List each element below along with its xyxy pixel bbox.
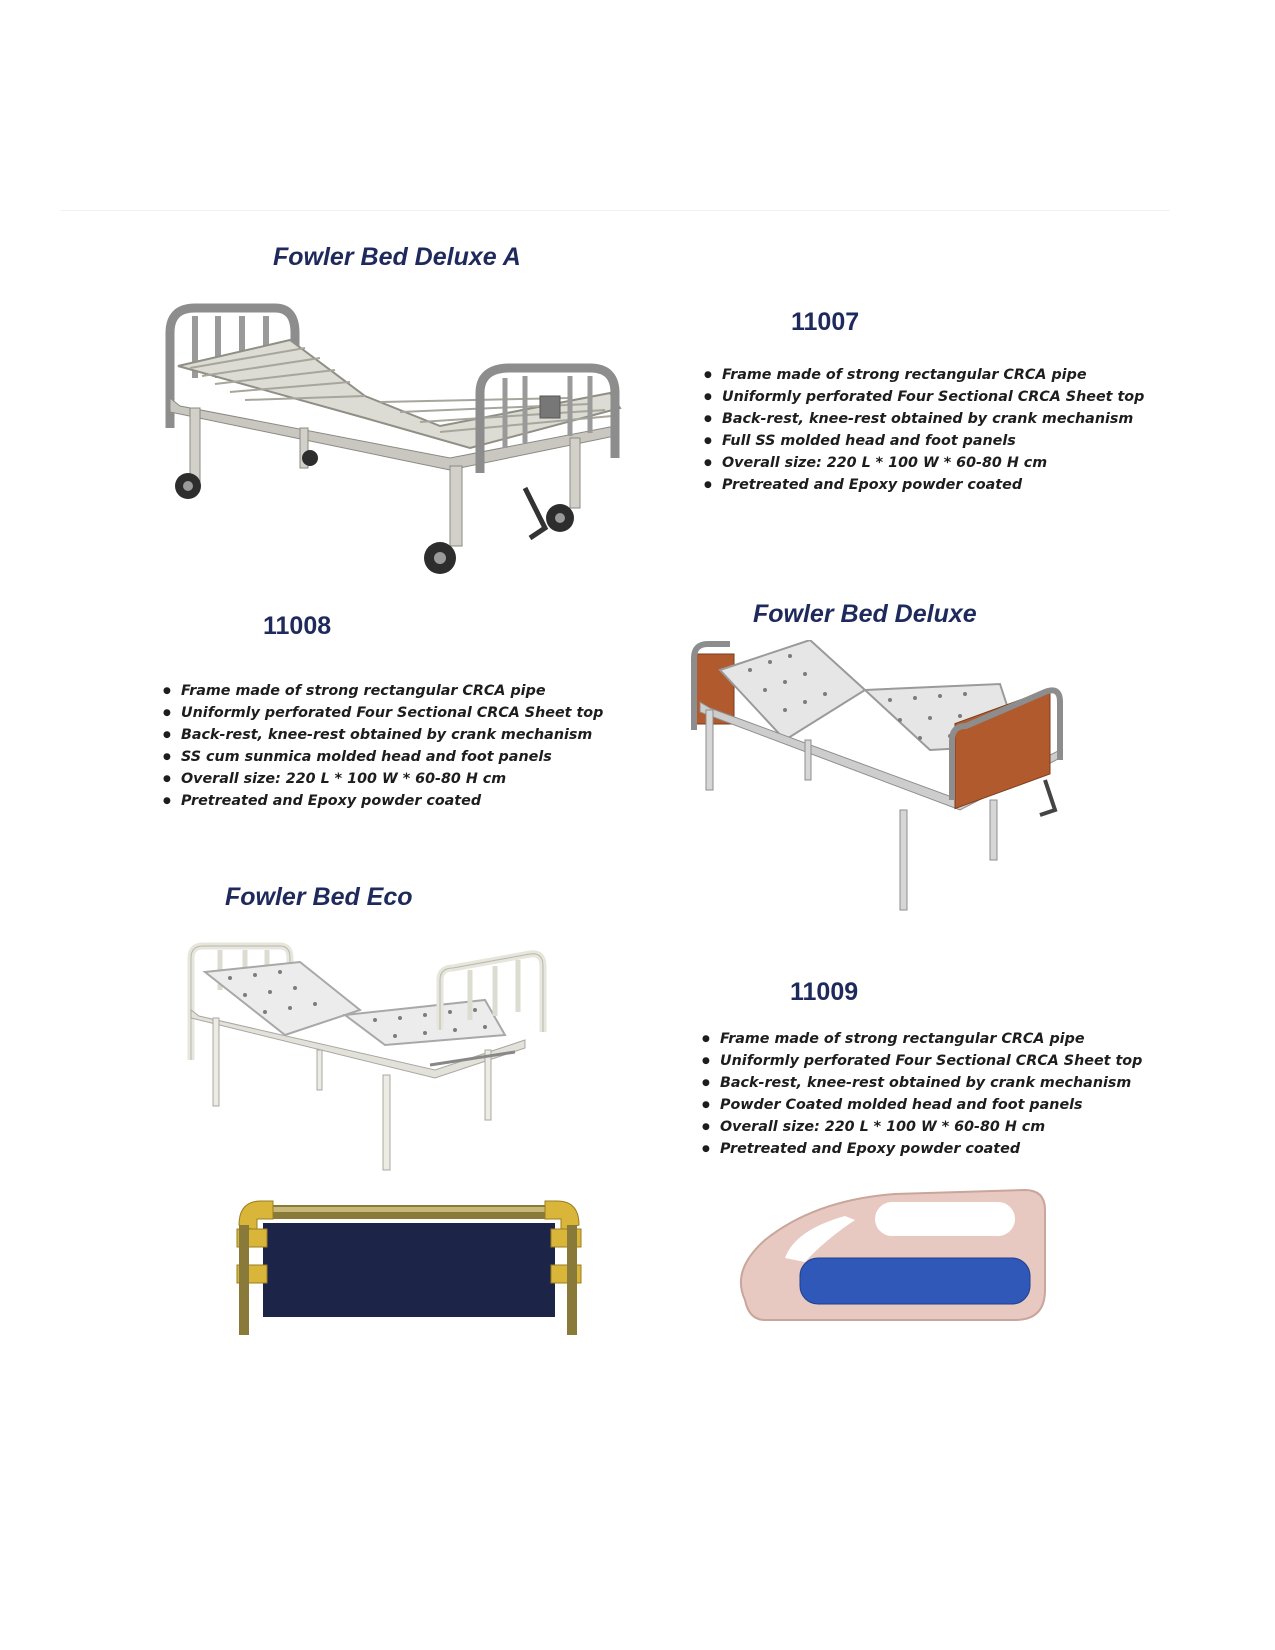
spec-item: ● Pretreated and Epoxy powder coated [702, 1138, 1142, 1160]
fowler-bed-eco-image [185, 940, 565, 1180]
spec-item: ● Full SS molded head and foot panels [704, 430, 1144, 452]
product-title-deluxe-a: Fowler Bed Deluxe A [273, 243, 521, 271]
spec-list-11009 [702, 1028, 1142, 1160]
product-title-deluxe: Fowler Bed Deluxe [753, 600, 977, 628]
spec-item: ● Powder Coated molded head and foot panels [702, 1094, 1142, 1116]
product-code-11007: 11007 [791, 308, 860, 336]
spec-item: ● Pretreated and Epoxy powder coated [704, 474, 1144, 496]
product-code-11008: 11008 [263, 612, 332, 640]
spec-item: ● Uniformly perforated Four Sectional CRCA Sheet top [702, 1050, 1142, 1072]
spec-item: ● Uniformly perforated Four Sectional CRCA Sheet top [163, 702, 603, 724]
spec-item: ● Frame made of strong rectangular CRCA pipe [702, 1028, 1142, 1050]
product-code-11009: 11009 [790, 978, 859, 1006]
spec-item: ● Back-rest, knee-rest obtained by crank mechanism [702, 1072, 1142, 1094]
spec-item: ● Overall size: 220 L * 100 W * 60-80 H cm [702, 1116, 1142, 1138]
spec-item: ● Frame made of strong rectangular CRCA pipe [704, 364, 1144, 386]
spec-item: ● Overall size: 220 L * 100 W * 60-80 H cm [163, 768, 603, 790]
spec-item: ● Frame made of strong rectangular CRCA pipe [163, 680, 603, 702]
fowler-bed-deluxe-a-image [150, 298, 640, 598]
abs-head-panel-image [725, 1180, 1055, 1340]
spec-item: ● Back-rest, knee-rest obtained by crank mechanism [704, 408, 1144, 430]
spec-item: ● Overall size: 220 L * 100 W * 60-80 H cm [704, 452, 1144, 474]
page-rule [60, 210, 1170, 211]
spec-item: ● Pretreated and Epoxy powder coated [163, 790, 603, 812]
navy-head-panel-image [233, 1185, 593, 1345]
product-title-eco: Fowler Bed Eco [225, 883, 413, 911]
spec-list-11007 [704, 364, 1144, 496]
spec-item: ● Back-rest, knee-rest obtained by crank mechanism [163, 724, 603, 746]
fowler-bed-deluxe-image [690, 640, 1090, 940]
spec-item: ● Uniformly perforated Four Sectional CRCA Sheet top [704, 386, 1144, 408]
spec-item: ● SS cum sunmica molded head and foot panels [163, 746, 603, 768]
spec-list-11008 [163, 680, 603, 812]
